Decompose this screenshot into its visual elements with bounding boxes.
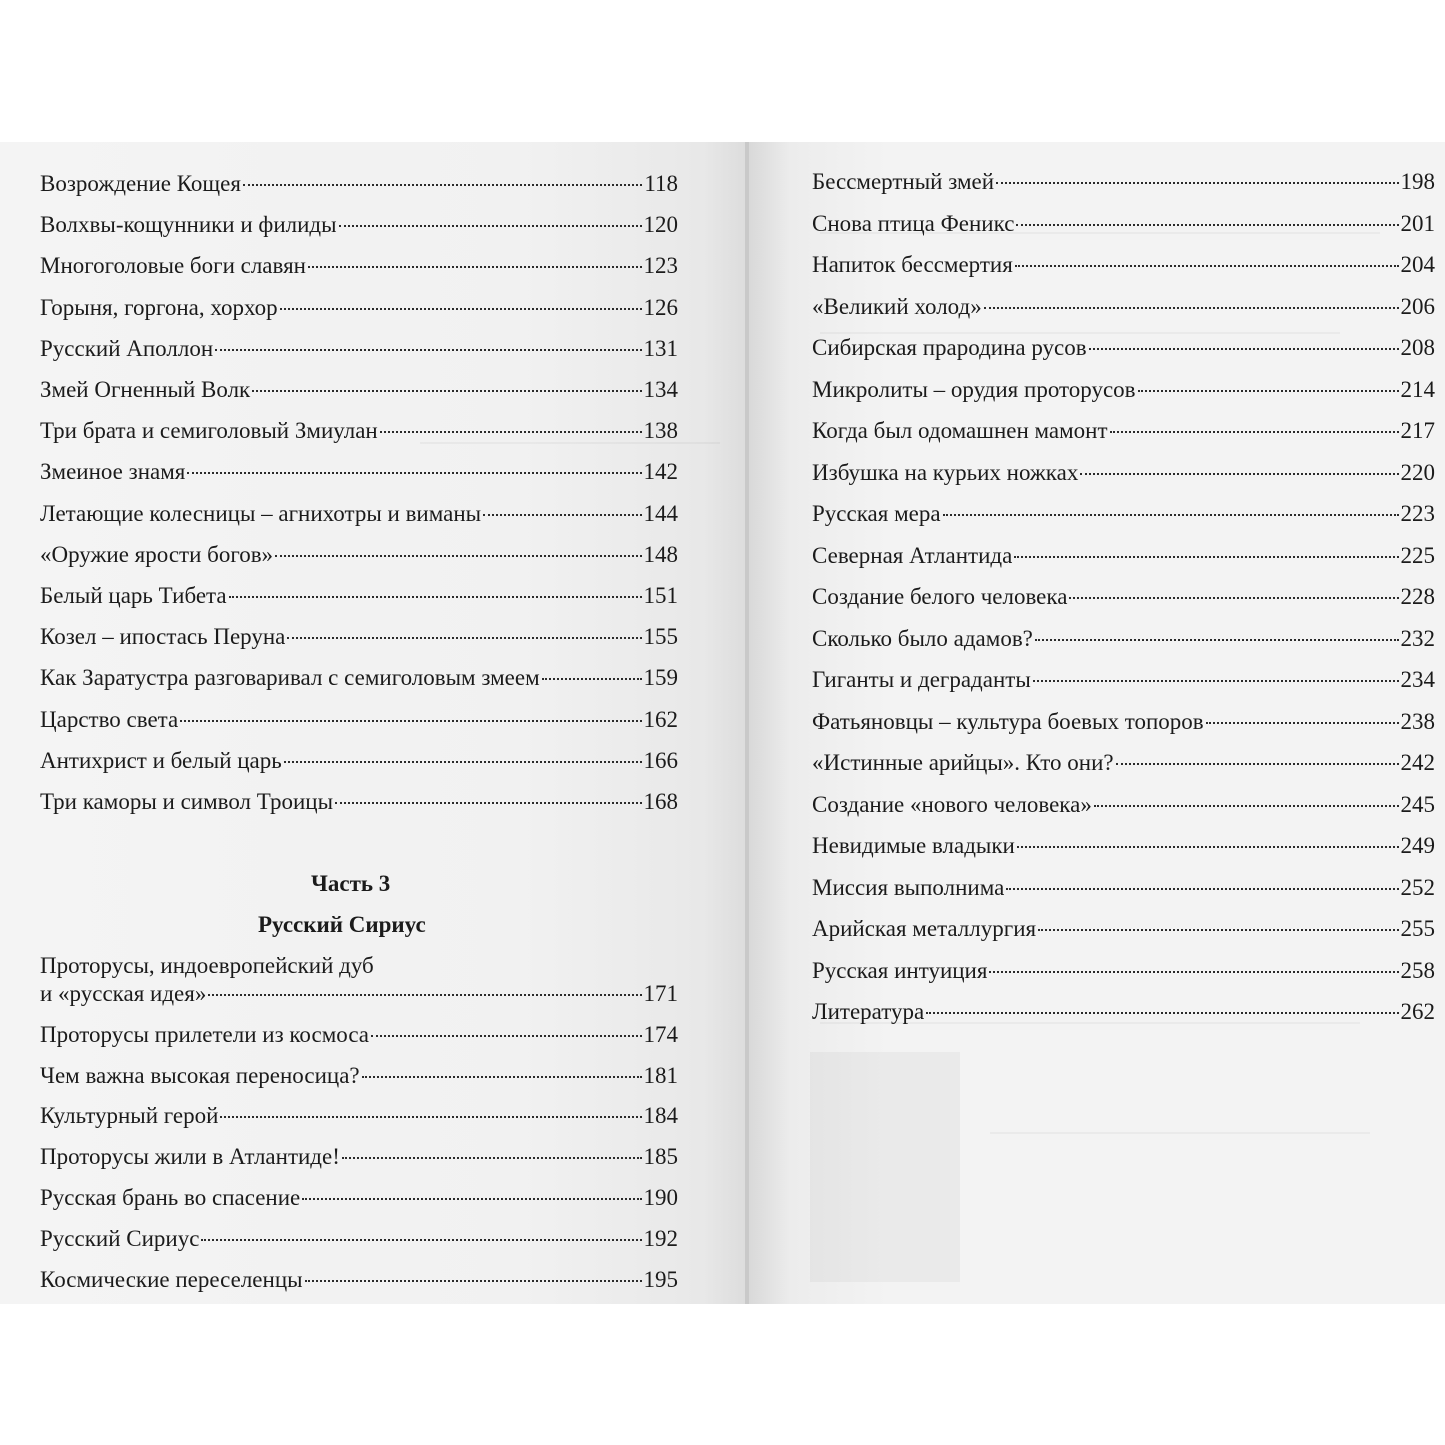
toc-page-number: 206 xyxy=(1400,293,1435,319)
toc-entry-title: Сколько было адамов? xyxy=(812,625,1033,651)
toc-leader-dots xyxy=(1017,846,1399,848)
toc-leader-dots xyxy=(371,1035,641,1037)
toc-entry xyxy=(812,251,1435,279)
toc-leader-dots xyxy=(287,637,641,639)
toc-entry-title: Космические переселенцы xyxy=(40,1266,303,1292)
toc-page-number: 151 xyxy=(643,583,678,608)
toc-page-number: 174 xyxy=(643,1021,678,1047)
toc-entry-title: Как Заратустра разговаривал с семиголовым змеем xyxy=(40,665,540,691)
toc-entry xyxy=(812,334,1435,362)
toc-entry xyxy=(40,1143,678,1171)
toc-entry xyxy=(40,1184,678,1212)
toc-leader-dots xyxy=(339,225,642,227)
toc-entry-title: Литература xyxy=(812,999,925,1024)
toc-leader-dots xyxy=(342,1157,642,1159)
toc-leader-dots xyxy=(284,761,642,763)
toc-leader-dots xyxy=(483,514,641,516)
toc-entry-title: Проторусы жили в Атлантиде! xyxy=(40,1144,340,1170)
toc-entry-title: Арийская металлургия xyxy=(812,916,1037,941)
toc-leader-dots xyxy=(201,1239,641,1241)
toc-entry-title: Создание белого человека xyxy=(812,584,1068,609)
toc-entry-title: Русская мера xyxy=(812,501,941,526)
toc-page-number: 238 xyxy=(1400,708,1435,734)
toc-entry xyxy=(40,1266,678,1294)
toc-page-number: 258 xyxy=(1400,957,1435,983)
toc-entry xyxy=(812,832,1435,860)
toc-entry xyxy=(812,874,1435,902)
toc-leader-dots xyxy=(275,555,641,557)
toc-leader-dots xyxy=(1014,556,1398,558)
toc-entry-title: Гиганты и деграданты xyxy=(812,667,1031,692)
toc-page-number: 252 xyxy=(1400,874,1435,900)
toc-leader-dots xyxy=(1006,888,1398,890)
toc-page-number: 223 xyxy=(1400,501,1435,526)
toc-page-number: 148 xyxy=(643,541,678,567)
toc-page-number: 242 xyxy=(1400,750,1435,775)
toc-entry-title: Избушка на курьих ножках xyxy=(812,459,1079,485)
toc-entry xyxy=(40,294,678,322)
toc-page-number: 195 xyxy=(643,1266,678,1292)
toc-entry xyxy=(40,252,678,280)
toc-leader-dots xyxy=(229,596,642,598)
toc-entry xyxy=(40,500,678,528)
toc-page-number: 155 xyxy=(643,624,678,650)
toc-entry xyxy=(812,957,1435,985)
toc-entry-title: Создание «нового человека» xyxy=(812,791,1092,817)
toc-leader-dots xyxy=(1015,265,1399,267)
toc-entry-title: «Оружие ярости богов» xyxy=(40,541,274,567)
toc-entry-title: Многоголовые боги славян xyxy=(40,253,306,279)
toc-leader-dots xyxy=(1033,680,1399,682)
toc-page-number: 217 xyxy=(1400,418,1435,443)
toc-entry xyxy=(812,791,1435,819)
toc-entry-title: Русская интуиция xyxy=(812,957,988,983)
toc-entry-title: Когда был одомашнен мамонт xyxy=(812,418,1108,443)
toc-entry-title: Снова птица Феникс xyxy=(812,210,1015,236)
toc-entry xyxy=(40,211,678,239)
toc-entry xyxy=(812,500,1435,528)
toc-entry xyxy=(40,1102,678,1130)
toc-page-number: 234 xyxy=(1400,667,1435,692)
toc-entry-title: Волхвы-кощунники и филиды xyxy=(40,212,337,238)
toc-page-number: 249 xyxy=(1400,833,1435,858)
toc-entry-title: Сибирская прародина русов xyxy=(812,335,1087,360)
toc-leader-dots xyxy=(362,1076,642,1078)
toc-entry xyxy=(40,376,678,404)
toc-entry-title: Русский Аполлон xyxy=(40,335,214,361)
toc-page-number: 138 xyxy=(643,418,678,444)
toc-entry xyxy=(812,708,1435,736)
toc-page-number: 192 xyxy=(643,1225,678,1251)
toc-entry-title: Возрождение Кощея xyxy=(40,171,241,196)
toc-leader-dots xyxy=(335,802,641,804)
toc-page-number: 201 xyxy=(1400,210,1435,236)
toc-page-number: 255 xyxy=(1400,916,1435,941)
toc-entry xyxy=(812,915,1435,943)
toc-leader-dots xyxy=(187,472,641,474)
toc-leader-dots xyxy=(1016,224,1398,226)
toc-page-number: 123 xyxy=(643,253,678,279)
toc-leader-dots xyxy=(280,308,642,310)
toc-leader-dots xyxy=(1116,763,1399,765)
toc-entry-title: Русский Сириус xyxy=(40,1225,200,1251)
toc-page-number: 171 xyxy=(643,981,678,1006)
toc-leader-dots xyxy=(984,307,1399,309)
toc-entry-title: Северная Атлантида xyxy=(812,542,1013,568)
toc-leader-dots xyxy=(996,182,1398,184)
toc-entry-title: Змей Огненный Волк xyxy=(40,377,251,402)
toc-leader-dots xyxy=(305,1280,642,1282)
toc-entry xyxy=(40,582,678,610)
toc-page-number: 225 xyxy=(1400,542,1435,568)
toc-page-number: 190 xyxy=(643,1185,678,1210)
toc-entry xyxy=(40,788,678,816)
toc-entry xyxy=(40,417,678,445)
toc-entry xyxy=(812,376,1435,404)
toc-entry-title: Невидимые владыки xyxy=(812,833,1015,858)
toc-page-number: 262 xyxy=(1400,999,1435,1024)
toc-entry xyxy=(40,1062,678,1090)
show-through-line xyxy=(990,1132,1370,1134)
toc-entry xyxy=(40,664,678,692)
toc-page-number: 208 xyxy=(1400,335,1435,360)
toc-page-number: 181 xyxy=(643,1062,678,1088)
toc-entry-title: Бессмертный змей xyxy=(812,169,995,194)
book-gutter xyxy=(745,142,749,1304)
toc-entry xyxy=(812,210,1435,238)
toc-page-number: 245 xyxy=(1400,791,1435,817)
toc-leader-dots xyxy=(1138,390,1399,392)
toc-entry-title: Змеиное знамя xyxy=(40,459,186,485)
toc-leader-dots xyxy=(220,1116,641,1118)
toc-leader-dots xyxy=(1038,929,1398,931)
toc-entry-title-line: Проторусы, индоевропейский дуб xyxy=(40,953,374,978)
toc-leader-dots xyxy=(1069,597,1398,599)
toc-page-number: 166 xyxy=(643,747,678,773)
toc-page-number: 184 xyxy=(643,1103,678,1129)
toc-page-number: 185 xyxy=(643,1144,678,1170)
toc-leader-dots xyxy=(302,1198,641,1200)
toc-leader-dots xyxy=(215,349,641,351)
toc-page-number: 198 xyxy=(1400,169,1435,194)
toc-page-number: 134 xyxy=(643,377,678,402)
toc-leader-dots xyxy=(1089,348,1399,350)
toc-entry-title: Чем важна высокая переносица? xyxy=(40,1062,360,1088)
toc-page-number: 120 xyxy=(643,212,678,238)
toc-leader-dots xyxy=(252,390,641,392)
toc-entry xyxy=(40,980,678,1008)
toc-leader-dots xyxy=(926,1012,1398,1014)
toc-page-number: 204 xyxy=(1400,252,1435,277)
toc-page-number: 144 xyxy=(643,500,678,526)
toc-leader-dots xyxy=(308,266,642,268)
toc-entry-title: «Истинные арийцы». Кто они? xyxy=(812,750,1114,775)
toc-leader-dots xyxy=(243,184,642,186)
toc-entry xyxy=(40,458,678,486)
toc-entry-title: Летающие колесницы – агнихотры и виманы xyxy=(40,500,482,526)
toc-entry xyxy=(812,998,1435,1026)
toc-entry xyxy=(40,623,678,651)
toc-entry xyxy=(812,666,1435,694)
toc-entry-title: Микролиты – орудия проторусов xyxy=(812,376,1136,402)
toc-entry-title: Напиток бессмертия xyxy=(812,252,1013,277)
toc-page-number: 162 xyxy=(643,706,678,732)
toc-entry-title: Антихрист и белый царь xyxy=(40,747,282,773)
toc-leader-dots xyxy=(208,994,641,996)
toc-leader-dots xyxy=(542,678,642,680)
toc-entry-title: Культурный герой xyxy=(40,1103,219,1129)
toc-page-number: 131 xyxy=(643,335,678,361)
toc-entry xyxy=(40,335,678,363)
toc-entry-title: Три брата и семиголовый Змиулан xyxy=(40,418,378,444)
toc-entry xyxy=(812,583,1435,611)
toc-entry-title: Белый царь Тибета xyxy=(40,583,227,608)
toc-entry-title: Русская брань во спасение xyxy=(40,1185,301,1210)
toc-leader-dots xyxy=(180,720,641,722)
toc-entry xyxy=(40,747,678,775)
toc-leader-dots xyxy=(943,514,1399,516)
toc-entry-title: «Великий холод» xyxy=(812,293,982,319)
toc-entry-title: Фатьяновцы – культура боевых топоров xyxy=(812,708,1204,734)
toc-entry xyxy=(40,1225,678,1253)
part-title: Русский Сириус xyxy=(258,912,426,937)
toc-entry xyxy=(812,542,1435,570)
toc-leader-dots xyxy=(989,971,1398,973)
part-label: Часть 3 xyxy=(311,871,391,896)
toc-leader-dots xyxy=(1110,431,1399,433)
toc-page-number: 232 xyxy=(1400,625,1435,651)
toc-entry-title: Царство света xyxy=(40,706,179,732)
toc-entry xyxy=(812,417,1435,445)
toc-entry xyxy=(812,168,1435,196)
toc-page-number: 168 xyxy=(643,789,678,814)
toc-entry xyxy=(812,749,1435,777)
toc-entry xyxy=(40,541,678,569)
toc-entry xyxy=(40,1021,678,1049)
toc-leader-dots xyxy=(1035,639,1399,641)
toc-entry-title: Горыня, горгона, хорхор xyxy=(40,294,278,320)
toc-entry-title: и «русская идея» xyxy=(40,981,207,1006)
toc-page-number: 126 xyxy=(643,294,678,320)
toc-entry xyxy=(40,170,678,198)
toc-leader-dots xyxy=(1080,473,1398,475)
toc-entry xyxy=(812,459,1435,487)
toc-entry xyxy=(812,293,1435,321)
toc-entry-title: Проторусы прилетели из космоса xyxy=(40,1021,370,1047)
show-through-block xyxy=(810,1052,960,1282)
toc-page-number: 220 xyxy=(1400,459,1435,485)
toc-leader-dots xyxy=(1094,805,1399,807)
toc-entry-title: Миссия выполнима xyxy=(812,874,1005,900)
toc-page-number: 228 xyxy=(1400,584,1435,609)
toc-leader-dots xyxy=(380,431,642,433)
toc-entry-title: Три каморы и символ Троицы xyxy=(40,789,334,814)
toc-entry xyxy=(40,706,678,734)
toc-page-number: 142 xyxy=(643,459,678,485)
toc-page-number: 214 xyxy=(1400,376,1435,402)
toc-page-number: 159 xyxy=(643,665,678,691)
toc-entry xyxy=(812,625,1435,653)
toc-leader-dots xyxy=(1206,722,1399,724)
toc-page-number: 118 xyxy=(644,171,678,196)
toc-entry-title: Козел – ипостась Перуна xyxy=(40,624,286,650)
